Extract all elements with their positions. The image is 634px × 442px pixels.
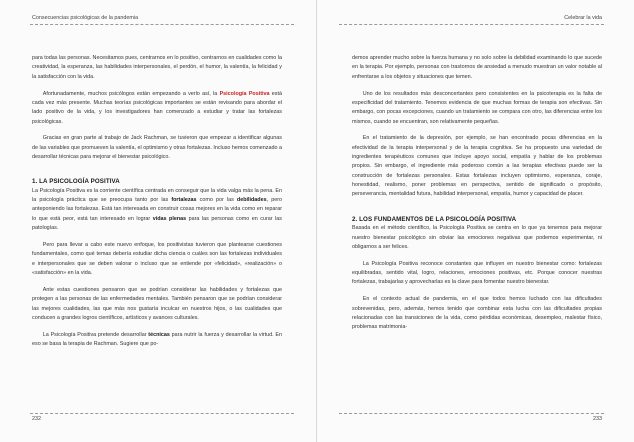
- paragraph: Pero para llevar a cabo este nuevo enfoque, los positivistas tuvieron que plantearse cuestiones fundamentales, como qué temas debería estudiar dicha ciencia o cuáles son las fortalezas individuales e interpersonales que se deben valorar o incluso que se entiende por «felicidad», «realización» o «satisfacción» en la vida.: [32, 242, 282, 277]
- paragraph: La Psicología Positiva reconoce constantes que influyen en nuestro bienestar como: fortalezas equilibradas, sentido vital, logro, relaciones, emociones positivas, etc. Porque conocer nuestras fortalezas, trabajarlas y aprovecharlas es la clave para fomentar nuestro bienestar.: [352, 260, 602, 286]
- footer-rule-left: [30, 413, 294, 414]
- bold-term: técnicas: [148, 331, 170, 338]
- paragraph: Basada en el método científico, la Psicología Positiva se centra en lo que ya tenemos para mejorar nuestro bienestar psicológico sin obviar las emociones negativas que podemos experimentar, ni obligarnos a ser felices.: [352, 225, 602, 250]
- page-number-right: 233: [593, 416, 602, 422]
- bold-term: vidas plenas: [152, 215, 187, 222]
- paragraph: En el contexto actual de pandemia, en el que todos hemos luchado con las dificultades sobrevenidas, pero, además, hemos tenido que combinar esta lucha con las dificultades propias relacionadas con las transiciones de la vida, como pérdidas económicas, desempleo, malestar físico, problemas matrimonia-: [352, 296, 602, 331]
- paragraph: Uno de los resultados más desconcertantes pero consistentes en la psicoterapia es la falta de especificidad del tratamiento. Tenemos evidencia de que muchas formas de terapia son efectivas. Sin embargo, con pocas excepciones, cuando un tratamiento se compara con otro, las diferencias entre los mismos, cuando se encuentran, son relativamente pequeñas.: [352, 90, 602, 125]
- footer-rule-right: [339, 413, 604, 414]
- section-title: 1. LA PSICOLOGÍA POSITIVA: [32, 178, 120, 186]
- running-header-left: Consecuencias psicológicas de la pandemia: [32, 15, 139, 21]
- paragraph: para todas las personas. Necesitamos pues, centrarnos en lo positivo, centrarnos en cualidades como la creatividad, la esperanza, las habilidades interpersonales, el perdón, el humor, la valentía, la felicidad y la satisfacción con la vida.: [32, 55, 282, 80]
- paragraph: La Psicología Positiva pretende desarrollar técnicas para nutrir la fuerza y desarrollar la virtud. En eso se basa la terapia de Rachman. Sugiere que po-: [32, 331, 282, 348]
- paragraph: En el tratamiento de la depresión, por ejemplo, se han encontrado pocas diferencias en la efectividad de la terapia interpersonal y de la terapia cognitiva. Se ha propuesto una variedad de ingredientes terapéuticos comunes que incluye apoyo social, empatía y hablar de los problemas propios. Sin embargo, el ingrediente más poderoso común a las terapias efectivas puede ser la construcción de fortalezas personales. Estas fortalezas incluyen optimismo, esperanza, coraje, honestidad, realismo, poner problemas en perspectiva, sentido de significado o propósito, perseverancia, mentalidad futura, habilidad interpersonal, empatía, humor y capacidad de placer.: [352, 135, 602, 198]
- page-number-left: 232: [32, 416, 41, 422]
- running-header-right: Celebrar la vida: [564, 15, 602, 21]
- highlight-term: Psicología Positiva: [219, 90, 270, 97]
- right-text-block: [352, 54, 602, 333]
- right-page: [317, 0, 634, 442]
- header-rule-right: [339, 24, 604, 25]
- bold-term: fortalezas: [171, 197, 197, 204]
- paragraph: Afortunadamente, muchos psicólogos están empezando a verlo así, la Psicología Positiva está cada vez más presente. Muchas teorías psicológicas importantes se están revisando para abordar el lado positivo de la vida, y los investigadores han comenzado a estudiar y tratar las fortalezas psicológicas.: [32, 90, 283, 125]
- header-rule-left: [30, 24, 294, 25]
- paragraph: Gracias en gran parte al trabajo de Jack Rachman, se tuvieron que empezar a identificar algunas de las variables que promueven la valentía, el optimismo y otras fortalezas. Incluso hemos comenzado a desarrollar técnicas para mejorar el bienestar psicológico.: [32, 135, 282, 161]
- left-text-block: [32, 54, 282, 349]
- paragraph: La Psicología Positiva es la corriente científica centrada en conseguir que la vida valga más la pena. En la psicología práctica que se preocupa tanto por las fortalezas como por las debilidades, pero anteponiendo las fortalezas. Está tan interesada en construir cosas mejores en la vida como en reparar lo que está peor, está tan interesado en lograr vidas plenas para las personas como en curar las patologías.: [32, 187, 282, 232]
- bold-term: debilidades: [236, 197, 267, 204]
- paragraph: Ante estas cuestiones pensaron que se podrían considerar las habilidades y fortalezas que protegen a las personas de las enfermedades mentales. También pensaron que se podrían considerar las mejores cualidades, las que más nos gustaría inculcar en nuestros hijos, o las cualidades que conducen a grandes logros científicos, artísticos y avances culturales.: [32, 286, 282, 321]
- paragraph: demos aprender mucho sobre la fuerza humana y no solo sobre la debilidad examinando lo que sucede en la terapia. Por ejemplo, personas con trastornos de ansiedad a menudo muestran un valor notable al enfrentarse a los objetos y situaciones que temen.: [352, 55, 602, 80]
- section-title: 2. LOS FUNDAMENTOS DE LA PSICOLOGÍA POSITIVA: [352, 215, 517, 223]
